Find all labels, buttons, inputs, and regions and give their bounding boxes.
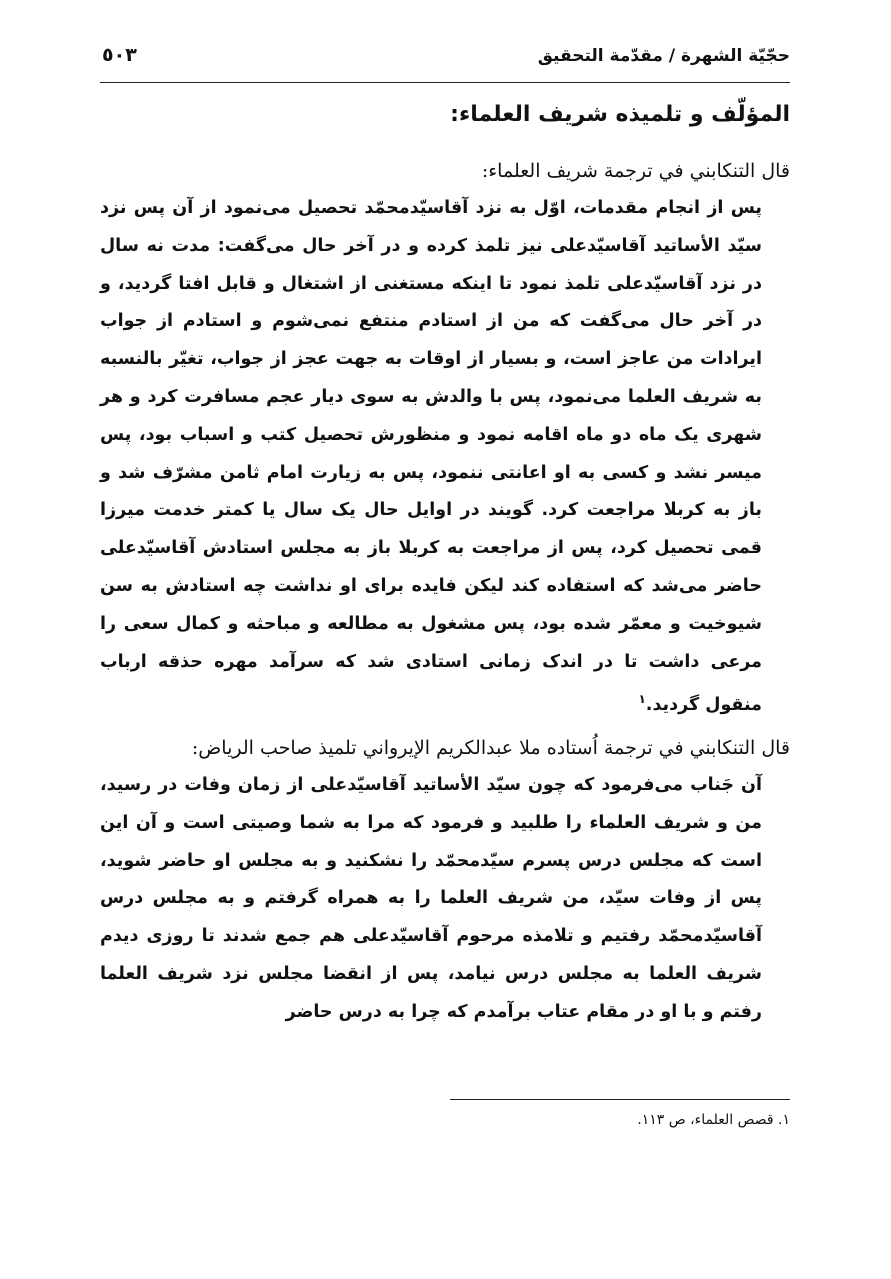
header-rule bbox=[100, 82, 790, 83]
quoted-passage bbox=[100, 190, 790, 725]
paragraph-intro: قال التنكابني في ترجمة شريف العلماء: bbox=[481, 160, 790, 182]
footnote-mark: ١ bbox=[638, 692, 646, 707]
paragraph-intro: قال التنكابني في ترجمة اُستاده ملا عبدالكريم الإيرواني تلميذ صاحب الرياض: bbox=[191, 736, 790, 759]
section-heading: المؤلّف و تلميذه شريف العلماء: bbox=[450, 102, 790, 127]
main-content bbox=[100, 96, 790, 1040]
footnote-separator bbox=[450, 1099, 790, 1100]
running-header bbox=[100, 40, 790, 84]
quoted-passage bbox=[100, 767, 790, 1032]
running-title: حجّيّة الشهرة / مقدّمة التحقيق bbox=[537, 46, 790, 66]
quoted-passage-text: آن جَناب مى‌فرمود كه چون سيّد الأساتيد آقاسيّدعلى از زمان وفات در رسيد، من و شريف العلماء را طلبيد و فرمود كه مرا به شما وصيتى است و آن اين است كه مجلس درس پسرم سيّدمحمّد را نشكنيد و به مجلس او حاضر شويد، پس از وفات سيّد، من شريف العلما را به همراه گرفتم و به مجلس درس آقاسيّدمحمّد رفتيم و تلامذه مرحوم آقاسيّدعلى هم جمع شدند تا روزى ديدم شريف العلما به مجلس درس نيامد، پس از انقضا مجلس نزد شريف العلما رفتم و با او در مقام عتاب برآمدم كه چرا به درس حاضر bbox=[100, 774, 762, 1022]
quoted-passage-text: پس از انجام مقدمات، اوّل به نزد آقاسيّدمحمّد تحصيل مى‌نمود از آن پس نزد سيّد الأساتيد آقاسيّدعلى نيز تلمذ كرده و در آخر حال مى‌گفت: مدت نه سال در نزد آقاسيّدعلى تلمذ نمود تا اينكه مستغنى از اشتغال و قابل افتا گرديد، و در آخر حال مى‌گفت كه من از استادم منتفع نمى‌شوم و استادم از جواب ايرادات من عاجز است، و بسيار از اوقات به جهت عجز از جواب، تغيّر بالنسبه به شريف العلما مى‌نمود، پس با والدش به سوى ديار عجم مسافرت كرد و هر شهرى يک ماه دو ماه اقامه نمود و منظورش تحصيل كتب و اسباب بود، پس ميسر نشد و كسى به او اعانتى ننمود، پس به زيارت امام ثامن مشرّف شد و باز به كربلا مراجعت كرد. گويند در اوايل حال يک سال يا كمتر خدمت ميرزا قمى تحصيل كرد، پس از مراجعت به كربلا باز به مجلس استادش آقاسيّدعلى حاضر مى‌شد كه استفاده كند ليكن فايده براى او نداشت چه استادش به سن شيوخيت و معمّر شده بود، پس مشغول به مطالعه و مباحثه و كمال سعى را مرعى داشت تا در اندک زمانى استادى شد كه سرآمد مهره حذقه ارباب منقول گرديد. bbox=[100, 198, 762, 716]
footnote: ١. قصص العلماء، ص ١١٣. bbox=[637, 1112, 790, 1128]
page-number: ٥٠٣ bbox=[102, 44, 137, 66]
